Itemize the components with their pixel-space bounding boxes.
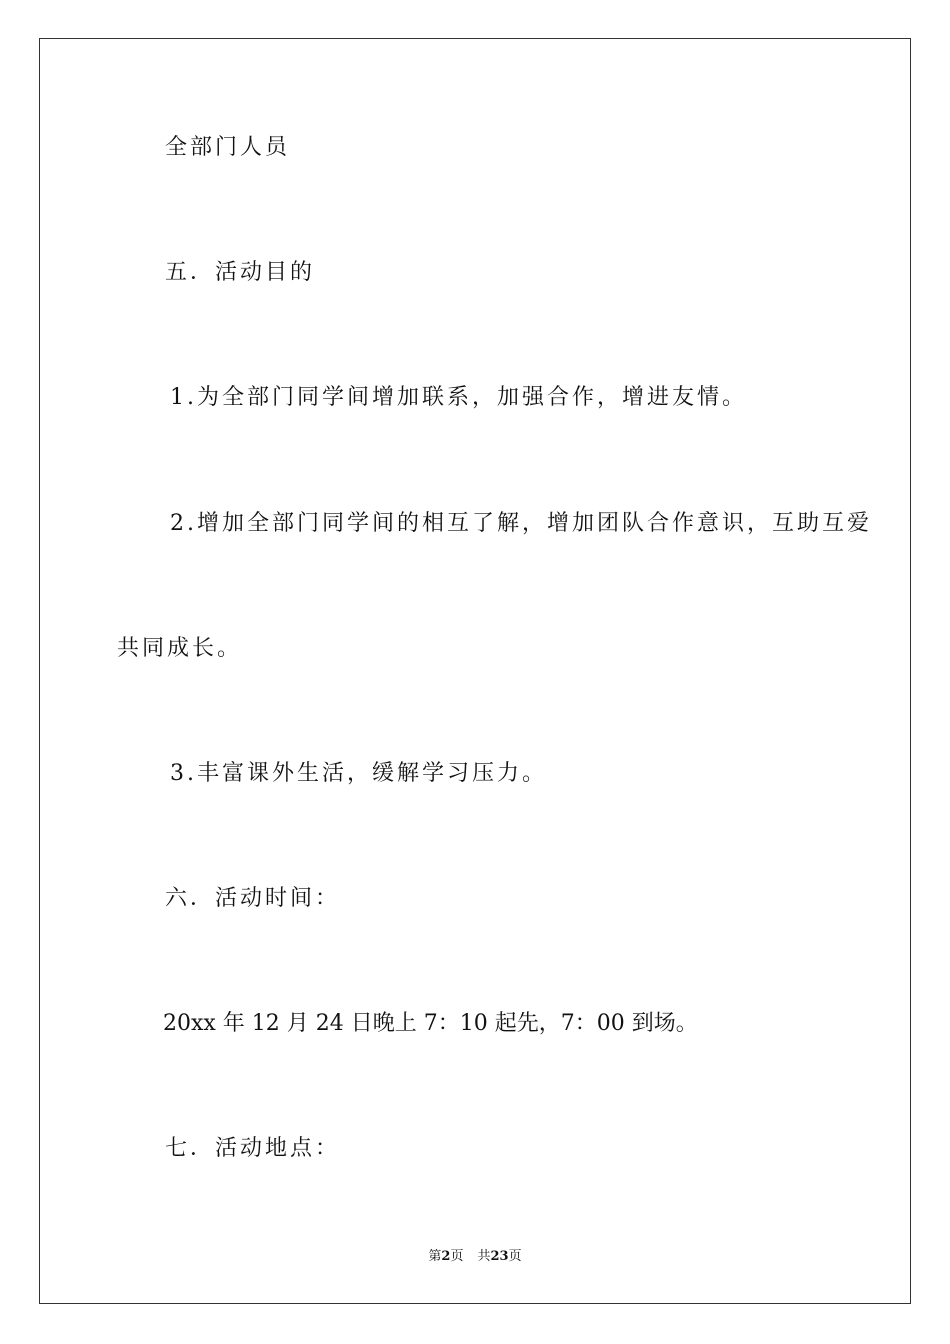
section-heading-purpose: 五．活动目的: [165, 260, 316, 285]
section-heading-time: 六．活动时间：: [165, 886, 341, 911]
footer-page-suffix: 页: [450, 1249, 464, 1264]
section-heading-location: 七．活动地点：: [165, 1136, 341, 1161]
purpose-item-2-continuation: 共同成长。: [117, 636, 243, 661]
audience-line: 全部门人员: [165, 135, 291, 160]
page-frame: [39, 38, 911, 1304]
purpose-item-1: 1.为全部门同学间增加联系，加强合作，增进友情。: [170, 385, 747, 410]
footer-total-suffix: 页: [508, 1249, 522, 1264]
purpose-item-2: 2.增加全部门同学间的相互了解，增加团队合作意识，互助互爱: [170, 511, 872, 536]
footer-page-prefix: 第: [428, 1249, 442, 1264]
footer-total-pages: 23: [490, 1249, 509, 1264]
purpose-item-3: 3.丰富课外生活，缓解学习压力。: [170, 761, 547, 786]
page-footer: [0, 1249, 950, 1265]
event-time-line: 20xx 年 12 月 24 日晚上 7：10 起先，7：00 到场。: [163, 1011, 698, 1036]
footer-total-prefix: 共: [477, 1249, 491, 1264]
footer-page-number: 2: [441, 1249, 451, 1264]
